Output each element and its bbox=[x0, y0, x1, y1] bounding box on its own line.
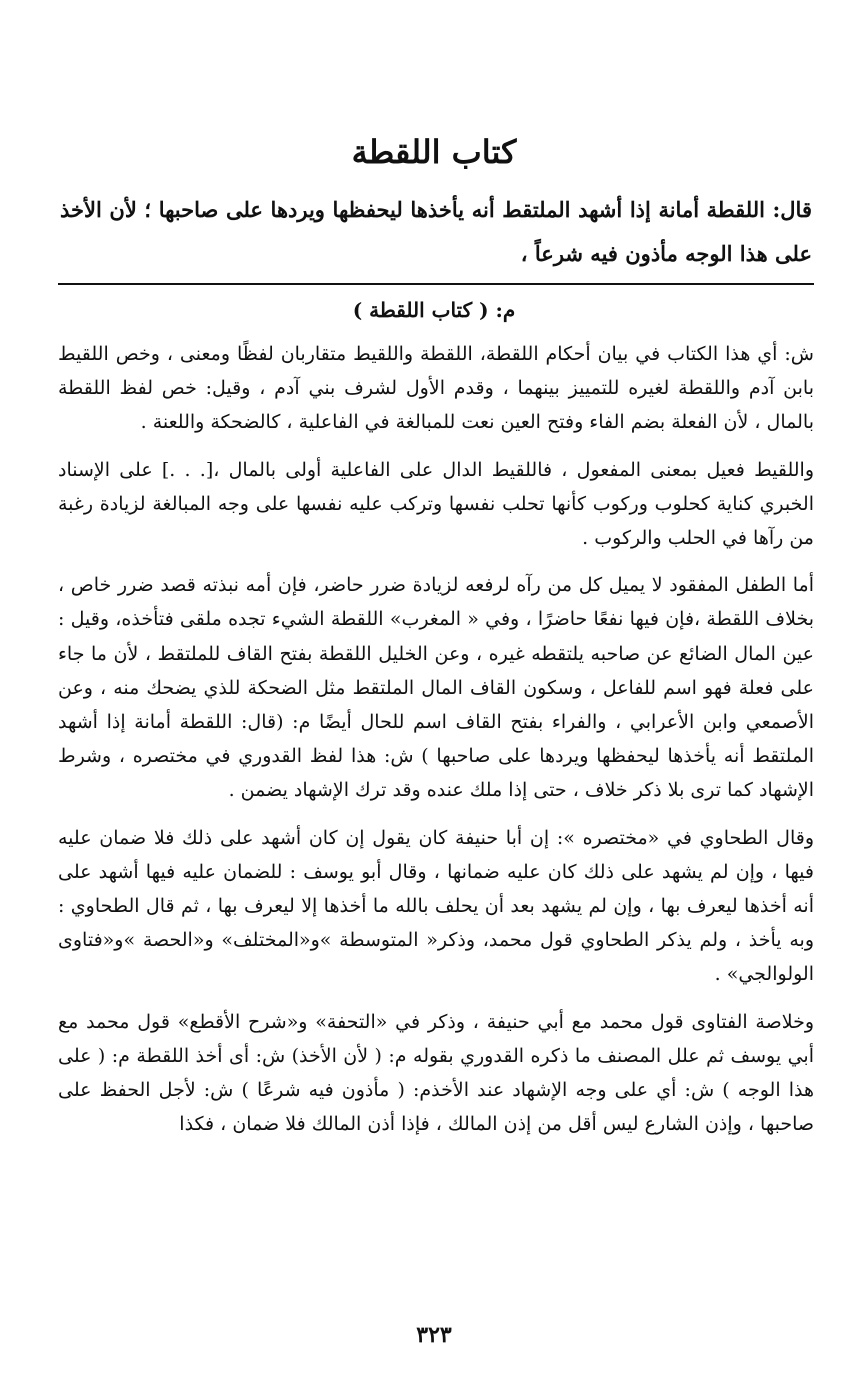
paragraph: واللقيط فعيل بمعنى المفعول ، فاللقيط الدال على الفاعلية أولى بالمال ،[. . .] على الإسناد الخبري كناية كحلوب وركوب كأنها تحلب نفسها وتركب عليه نفسها على وجه المبالغة لزيادة رغبة من رآها في الحلب والركوب . bbox=[58, 458, 814, 550]
separator-line bbox=[58, 283, 814, 285]
paragraph: أما الطفل المفقود لا يميل كل من رآه لرفعه لزيادة ضرر حاضر، فإن أمه نبذته قصد ضرر خاص ، بخلاف اللقطة ،فإن فيها نفعًا حاضرًا ، وفي « المغرب» اللقطة الشيء تجده ملقى فتأخذه، وقيل : عين المال الضائع عن صاحبه يلتقطه غيره ، وعن الخليل اللقطة بفتح القاف للملتقط ، لأن ما جاء على فعلة فهو اسم للفاعل ، وسكون القاف المال الملتقط مثل الضحكة للذي يضحك منه ، وعن الأصمعي وابن الأعرابي ، والفراء بفتح القاف اسم للحال أيضًا م: (قال: اللقطة أمانة إذا أشهد الملتقط أنه يأخذها ليحفظها ويردها على صاحبها ) ش: هذا لفظ القدوري في مختصره ، وشرط الإشهاد كما ترى بلا ذكر خلاف ، حتى إذا ملك عنده وقد ترك الإشهاد يضمن . bbox=[58, 574, 814, 802]
chapter-title: كتاب اللقطة bbox=[351, 133, 517, 171]
page-number: ٣٢٣ bbox=[416, 1322, 452, 1348]
commentary-heading: م: ( كتاب اللقطة ) bbox=[352, 298, 516, 322]
paragraph: وخلاصة الفتاوى قول محمد مع أبي حنيفة ، وذكر في «التحفة» و«شرح الأقطع» قول محمد مع أبي يوسف ثم علل المصنف ما ذكره القدوري بقوله م: ( لأن الأخذ) ش: أى أخذ اللقطة م: ( على هذا الوجه ) ش: أي على وجه الإشهاد عند الأخذم: ( مأذون فيه شرعًا ) ش: لأجل الحفظ على صاحبها ، وإذن الشارع ليس أقل من إذن المالك ، فإذا أذن المالك فلا ضمان ، فكذا bbox=[58, 1010, 814, 1136]
main-text-matn: قال: اللقطة أمانة إذا أشهد الملتقط أنه يأخذها ليحفظها ويردها على صاحبها ؛ لأن الأخذ على هذا الوجه مأذون فيه شرعاً ، bbox=[60, 197, 812, 266]
paragraph: وقال الطحاوي في «مختصره »: إن أبا حنيفة كان يقول إن كان أشهد على ذلك فلا ضمان عليه فيها ، وإن لم يشهد على ذلك كان عليه ضمانها ، وقال أبو يوسف : للضمان عليه فيها أشهد على أنه أخذها ليعرف بها ، وإن لم يشهد بعد أن يحلف بالله ما أخذها إلا ليعرف بها ، ثم قال الطحاوي : وبه يأخذ ، ولم يذكر الطحاوي قول محمد، وذكر« المتوسطة »و«المختلف» و«الحصة »و«فتاوى الولوالجي» . bbox=[58, 826, 815, 986]
commentary-body bbox=[58, 337, 814, 1154]
paragraph: ش: أي هذا الكتاب في بيان أحكام اللقطة، اللقطة واللقيط متقاربان لفظًا ومعنى ، وخص اللقيط بابن آدم واللقطة لغيره للتمييز بينهما ، وقدم الأول لشرف بني آدم ، وقيل: خص لفظ اللقطة بالمال ، لأن الفعلة بضم الفاء وفتح العين نعت للمبالغة في الفاعلية ، كالضحكة واللعنة . bbox=[58, 343, 814, 434]
